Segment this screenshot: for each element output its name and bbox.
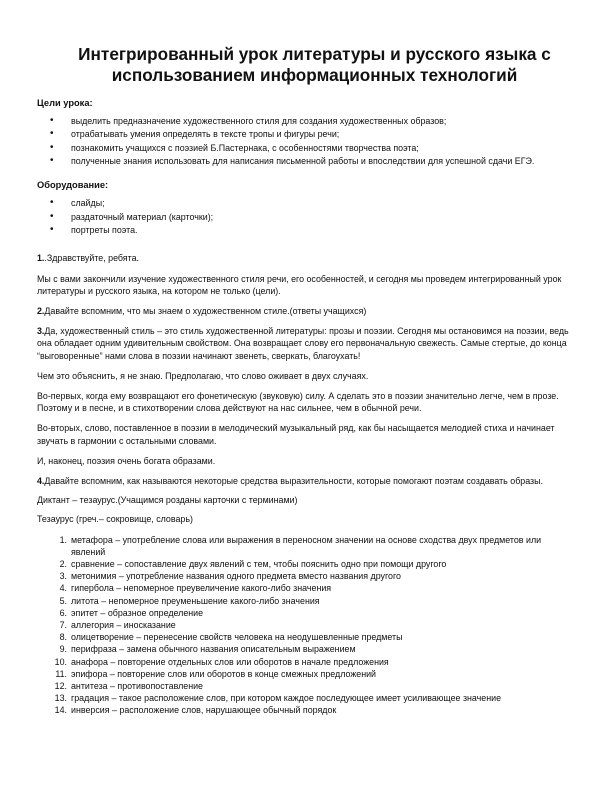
list-item: 8. олицетворение – перенесение свойств человека на неодушевленные предметы xyxy=(59,632,403,643)
paragraph-text: .Здравствуйте, ребята. xyxy=(44,253,139,264)
list-item: 6. эпитет – образное определение xyxy=(59,607,204,618)
list-item: 5. литота – непомерное преуменьшение какого-либо значения xyxy=(59,595,320,606)
paragraph: И, наконец, поэзия очень богата образами. xyxy=(37,455,216,466)
list-item: • слайды; xyxy=(37,197,572,209)
equipment-heading: Оборудование: xyxy=(37,180,109,191)
paragraph xyxy=(37,252,572,264)
list-item: 3. метонимия – употребление названия одного предмета вместо названия другого xyxy=(59,571,401,582)
step-number: 4. xyxy=(37,476,45,486)
paragraph xyxy=(37,475,572,487)
list-item: 9. перифраза – замена обычного названия описательным выражением xyxy=(59,644,356,655)
list-item: 10. анафора – повторение отдельных слов или оборотов в начале предложения xyxy=(54,656,389,667)
list-item: 1. метафора – употребление слова или выражения в переносном значении на основе сходства двух предметов или явлений xyxy=(59,534,542,557)
list-item: • полученные знания использовать для написания письменной работы и впоследствии для успешной сдачи ЕГЭ. xyxy=(37,155,572,167)
list-item: 4. гипербола – непомерное преувеличение какого-либо значения xyxy=(59,583,332,594)
paragraph-text: Да, художественный стиль – это стиль художественной литературы: прозы и поэзии. Сегодня мы остановимся на поэзии, ведь она обладает одним удивительным свойством. Она возвращает слову его первоначальную свежесть. Самые стертые, до конца “выговоренные” нами слова в поэзии начинают звенеть, сверкать, благоухать! xyxy=(37,326,569,361)
step-number: 2. xyxy=(37,305,45,316)
terms-list xyxy=(37,534,572,717)
page-title: Интегрированный урок литературы и русского языка с использованием информационных технологий xyxy=(78,44,551,85)
list-item: 13. градация – такое расположение слов, при котором каждое последующее имеет усиливающее значение xyxy=(54,693,502,704)
list-item: 12. антитеза – противопоставление xyxy=(54,681,203,692)
step-number: 3. xyxy=(37,326,45,337)
list-item: • раздаточный материал (карточки); xyxy=(37,211,572,223)
paragraph xyxy=(37,325,572,362)
paragraph: Во-первых, когда ему возвращают его фонетическую (звуковую) силу. А сделать это в поэзии значительно легче, чем в прозе. Поэтому и в песне, и в стихотворении слова действуют на нас сильнее, чем в обычной речи. xyxy=(37,390,559,414)
list-item: • отрабатывать умения определять в тексте тропы и фигуры речи; xyxy=(37,128,572,140)
list-item: 2. сравнение – сопоставление двух явлений с тем, чтобы пояснить одно при помощи другого xyxy=(59,559,447,570)
equipment-list xyxy=(37,197,572,236)
list-item: 14. инверсия – расположение слов, нарушающее обычный порядок xyxy=(54,705,337,716)
list-item: 7. аллегория – иносказание xyxy=(59,620,176,631)
goals-heading: Цели урока: xyxy=(37,98,93,108)
list-item: • выделить предназначение художественного стиля для создания художественных образов; xyxy=(37,115,572,127)
paragraph: Мы с вами закончили изучение художественного стиля речи, его особенностей, и сегодня мы проведем интегрированный урок литературы и русского языка, на котором не только (цели). xyxy=(37,273,562,296)
paragraph-text: Давайте вспомним, что мы знаем о художественном стиле.(ответы учащихся) xyxy=(44,305,367,316)
step-number: 1. xyxy=(37,253,45,264)
paragraph xyxy=(37,305,572,317)
list-item: 11. эпифора – повторение слов или оборотов в конце смежных предложений xyxy=(55,668,377,679)
list-item: • познакомить учащихся с поэзией Б.Пастернака, с особенностями творчества поэта; xyxy=(37,142,572,154)
list-item: • портреты поэта. xyxy=(37,224,572,236)
goals-list xyxy=(37,115,572,167)
paragraph: Диктант – тезаурус.(Учащимся розданы карточки с терминами) xyxy=(37,495,298,506)
paragraph: Чем это объяснить, я не знаю. Предполагаю, что слово оживает в двух случаях. xyxy=(37,370,369,381)
paragraph: Тезаурус (греч.– сокровище, словарь) xyxy=(37,514,193,525)
paragraph-text: Давайте вспомним, как называются некоторые средства выразительности, которые помогают поэтам создавать образы. xyxy=(44,476,543,486)
paragraph: Во-вторых, слово, поставленное в поэзии в мелодический музыкальный ряд, как бы насыщается мелодией стиха и начинает звучать в гармонии с остальными словами. xyxy=(37,423,555,446)
